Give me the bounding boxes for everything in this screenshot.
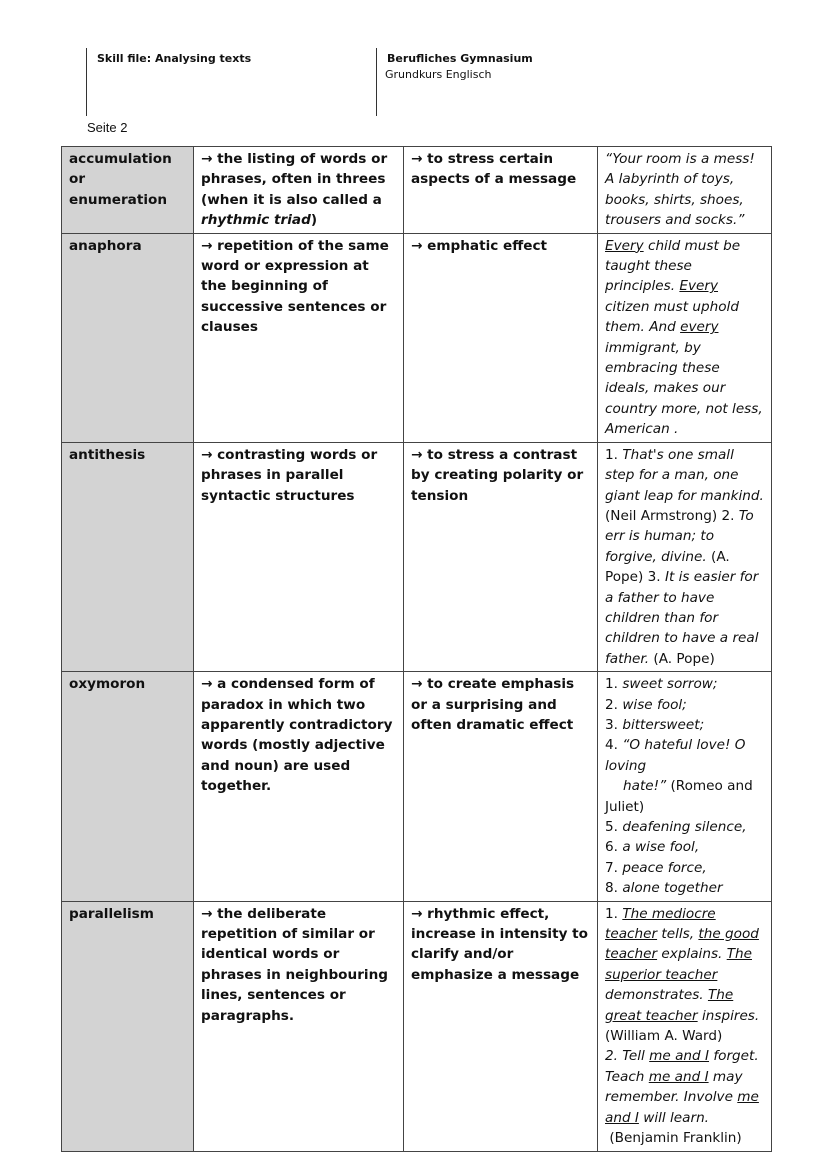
definition-cell: → repetition of the same word or expression at the beginning of successive sentences or clauses <box>194 233 404 442</box>
example-quote: 2. Tell <box>605 1048 645 1065</box>
school-name: Berufliches Gymnasium <box>387 52 533 65</box>
table-row <box>62 442 772 671</box>
definition-italic: rhythmic triad <box>201 212 311 229</box>
example-quote: tells, <box>661 926 695 943</box>
example-line <box>605 674 765 694</box>
example-underlined: me and I <box>605 1089 759 1126</box>
example-number: 1. <box>605 446 618 463</box>
example-line <box>605 735 765 776</box>
header-left-cell <box>86 48 379 116</box>
example-quote: will learn. <box>643 1109 709 1126</box>
example-underlined: every <box>680 319 719 336</box>
example-source: (Neil Armstrong) 2. <box>605 507 735 524</box>
example-number: 1. <box>605 905 618 922</box>
example-source: (A. Pope) 3. <box>605 548 730 586</box>
example-quote: deafening silence, <box>622 819 747 835</box>
example-quote: human; to forgive, divine. <box>605 528 715 565</box>
example-quote: inspires. <box>701 1007 760 1024</box>
example-quote: wise fool; <box>622 696 687 713</box>
example-underlined: The great teacher <box>605 987 734 1024</box>
example-quote: explains. <box>661 946 723 963</box>
example-quote: a wise fool, <box>622 839 700 856</box>
example-underlined: The superior teacher <box>605 946 752 983</box>
example-line <box>605 715 765 735</box>
definition-cell: → contrasting words or phrases in parallel syntactic structures <box>194 442 404 671</box>
example-text: citizen must uphold them. And <box>605 298 739 336</box>
example-cell <box>598 901 772 1151</box>
example-quote: It is easier for a father to have children than for children to have a real father. <box>605 569 759 667</box>
term-cell: anaphora <box>62 233 194 442</box>
example-source: (A. Pope) <box>653 650 715 667</box>
header-right-cell <box>376 48 677 116</box>
example-quote: may remember. Involve <box>605 1068 743 1106</box>
example-line <box>605 776 765 817</box>
example-quote: “O hateful love! O loving <box>605 737 746 774</box>
example-quote: forget. Teach <box>605 1048 759 1085</box>
function-cell: → to stress a contrast by creating polarity or tension <box>404 442 598 671</box>
example-underlined: me and I <box>648 1068 709 1085</box>
example-quote: sweet sorrow; <box>622 676 718 693</box>
example-cell <box>598 233 772 442</box>
example-number: 6. <box>605 839 618 856</box>
definition-cell: → the deliberate repetition of similar or identical words or phrases in neighbouring lines, sentences or paragraphs. <box>194 901 404 1151</box>
example-quote: bittersweet; <box>622 716 705 733</box>
example-cell <box>598 672 772 901</box>
function-cell: → to stress certain aspects of a message <box>404 147 598 234</box>
term-cell: parallelism <box>62 901 194 1151</box>
example-underlined: Every <box>679 278 719 295</box>
course-name: Grundkurs Englisch <box>385 68 492 81</box>
example-quote: peace force, <box>622 859 707 876</box>
example-quote: demonstrates. <box>605 987 704 1004</box>
example-quote: That's one small step for a man, one giant leap for mankind. <box>605 446 764 504</box>
page-number: Seite 2 <box>87 120 128 135</box>
document-title: Skill file: Analysing texts <box>97 52 252 65</box>
definition-text: the listing of words or phrases, often in threes (when it is also called a <box>201 151 388 208</box>
example-number: 2. <box>605 696 618 713</box>
example-number: 8. <box>605 880 618 897</box>
example-number: 7. <box>605 859 618 876</box>
example-text: immigrant, by embracing these ideals, makes our country more, not less, American . <box>605 339 763 438</box>
example-line <box>605 817 765 837</box>
definition-end: ) <box>310 212 318 229</box>
arrow-icon: → <box>201 151 213 167</box>
example-source: (William A. Ward) <box>605 1028 723 1045</box>
example-line <box>605 695 765 715</box>
example-line <box>605 878 765 898</box>
example-number: 3. <box>605 716 618 733</box>
example-underlined: me and I <box>649 1048 710 1065</box>
term-cell: antithesis <box>62 442 194 671</box>
example-underlined: Every <box>605 237 644 254</box>
function-cell: → rhythmic effect, increase in intensity to clarify and/or emphasize a message <box>404 901 598 1151</box>
example-line <box>605 837 765 857</box>
table-row <box>62 233 772 442</box>
term-cell: oxymoron <box>62 672 194 901</box>
example-underlined: The mediocre teacher <box>605 905 716 943</box>
function-cell: → emphatic effect <box>404 233 598 442</box>
example-quote: alone together <box>622 880 723 897</box>
example-number: 4. <box>605 737 618 754</box>
example-underlined: the good teacher <box>605 926 759 963</box>
function-cell: → to create emphasis or a surprising and often dramatic effect <box>404 672 598 901</box>
table-row <box>62 147 772 234</box>
example-quote: To err is <box>605 507 754 545</box>
stylistic-devices-table <box>61 146 772 1152</box>
example-quote: hate!” <box>623 778 667 795</box>
example-source: (Romeo and Juliet) <box>605 778 753 815</box>
example-text: child must be taught these principles. <box>605 237 741 295</box>
example-cell <box>598 442 772 671</box>
table-row <box>62 901 772 1151</box>
definition-cell: → a condensed form of paradox in which two apparently contradictory words (mostly adjective and noun) are used together. <box>194 672 404 901</box>
example-line <box>605 858 765 878</box>
definition-cell <box>194 147 404 234</box>
term-cell: accumulation or enumeration <box>62 147 194 234</box>
example-number: 5. <box>605 819 618 835</box>
example-number: 1. <box>605 676 618 693</box>
example-source: (Benjamin Franklin) <box>609 1130 742 1147</box>
example-cell: “Your room is a mess! A labyrinth of toys, books, shirts, shoes, trousers and socks.” <box>598 147 772 234</box>
table-row <box>62 672 772 901</box>
